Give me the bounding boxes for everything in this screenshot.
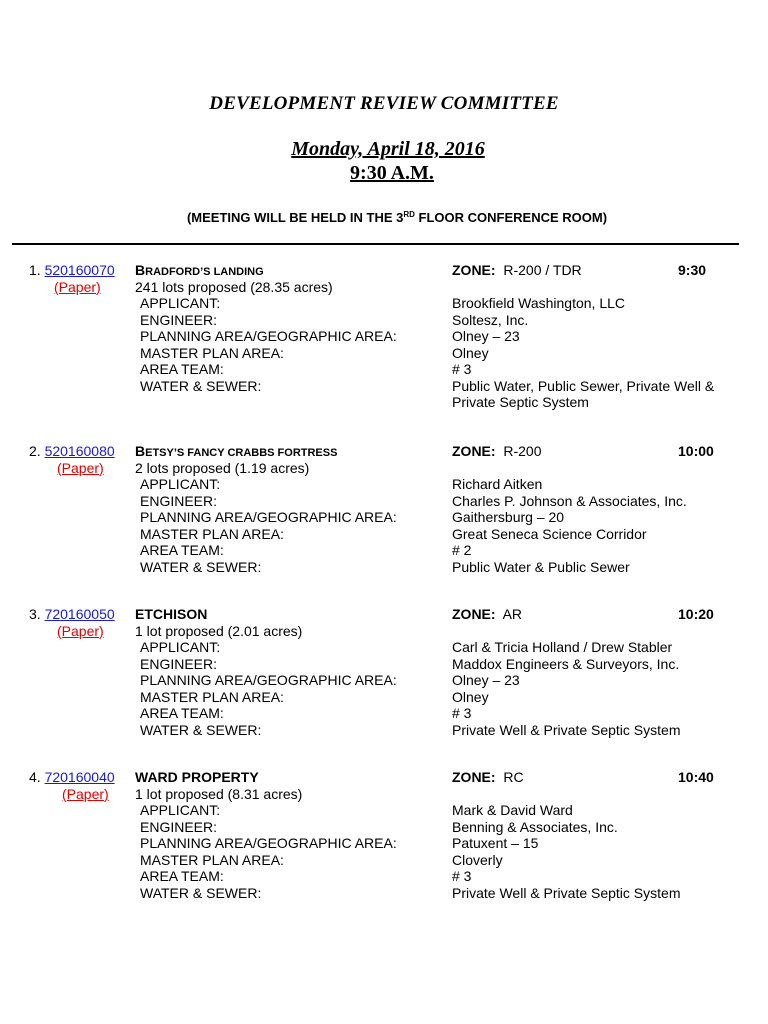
zone-value: AR [502, 606, 523, 622]
field-labels [140, 802, 397, 901]
engineer-value: Soltesz, Inc. [452, 311, 529, 328]
water-sewer-value: Private Well & Private Septic System [452, 884, 681, 901]
water-sewer-label: WATER & SEWER: [140, 377, 262, 394]
master-plan-value: Cloverly [452, 851, 503, 868]
applicant-label: APPLICANT: [140, 295, 221, 311]
lots-proposed: 1 lot proposed (8.31 acres) [135, 785, 303, 802]
planning-area-value: Gaithersburg – 20 [452, 509, 565, 525]
engineer-value: Maddox Engineers & Surveyors, Inc. [452, 655, 680, 672]
review-time: 10:20 [678, 606, 714, 622]
lots-proposed: 241 lots proposed (28.35 acres) [135, 278, 333, 295]
zone-value: R-200 [503, 443, 542, 459]
field-labels [140, 476, 397, 575]
engineer-label: ENGINEER: [140, 655, 218, 672]
master-plan-value: Great Seneca Science Corridor [452, 525, 647, 542]
applicant-value: Brookfield Washington, LLC [452, 295, 626, 311]
water-sewer-value: Public Water & Public Sewer [452, 558, 630, 575]
plan-number-link[interactable]: 720160040 [44, 769, 115, 785]
field-values [452, 639, 680, 738]
water-sewer-value: Private Well & Private Septic System [452, 721, 681, 738]
item-number: 1. [29, 262, 41, 278]
master-plan-value: Olney [452, 344, 489, 361]
master-plan-value: Olney [452, 688, 489, 705]
item-number: 3. [29, 606, 41, 622]
plan-number-link[interactable]: 720160050 [44, 606, 115, 622]
document-title: DEVELOPMENT REVIEW COMMITTEE [209, 93, 559, 114]
applicant-value: Mark & David Ward [452, 802, 573, 818]
applicant-value: Carl & Tricia Holland / Drew Stabler [452, 639, 673, 655]
zone-label: ZONE: [452, 443, 496, 459]
planning-area-label: PLANNING AREA/GEOGRAPHIC AREA: [140, 509, 397, 525]
water-sewer-label: WATER & SEWER: [140, 558, 262, 575]
area-team-value: # 3 [452, 361, 472, 377]
applicant-label: APPLICANT: [140, 802, 221, 818]
paper-link[interactable]: (Paper) [54, 278, 101, 295]
review-time: 10:00 [678, 443, 714, 459]
applicant-label: APPLICANT: [140, 476, 221, 492]
zone-value: RC [503, 769, 524, 785]
engineer-value: Charles P. Johnson & Associates, Inc. [452, 492, 687, 509]
planning-area-value: Olney – 23 [452, 672, 520, 688]
paper-link[interactable]: (Paper) [62, 785, 109, 802]
project-name: ETCHISON [135, 606, 208, 622]
area-team-value: # 2 [452, 542, 472, 558]
paper-link[interactable]: (Paper) [57, 622, 104, 639]
water-sewer-value: Public Water, Public Sewer, Private Well & [452, 377, 715, 394]
meeting-location-note [0, 210, 768, 225]
lots-proposed: 2 lots proposed (1.19 acres) [135, 459, 310, 476]
area-team-label: AREA TEAM: [140, 361, 224, 377]
review-time: 10:40 [678, 769, 714, 785]
meeting-time: 9:30 A.M. [350, 162, 434, 184]
project-name-rest: RADFORD’S LANDING [145, 266, 264, 278]
zone-label: ZONE: [452, 262, 496, 278]
note-superscript: RD [403, 210, 415, 219]
applicant-value: Richard Aitken [452, 476, 543, 492]
item-number-link-group [29, 443, 115, 460]
item-number: 2. [29, 443, 41, 459]
area-team-label: AREA TEAM: [140, 868, 224, 884]
master-plan-label: MASTER PLAN AREA: [140, 525, 284, 542]
planning-area-label: PLANNING AREA/GEOGRAPHIC AREA: [140, 672, 397, 688]
field-labels [140, 639, 397, 738]
area-team-value: # 3 [452, 705, 472, 721]
field-values [452, 295, 714, 411]
project-name-rest: ETSY’S FANCY CRABBS FORTRESS [145, 447, 338, 459]
zone-value: R-200 / TDR [503, 262, 582, 278]
water-sewer-value-continued: Private Septic System [452, 394, 589, 410]
header-divider [12, 243, 739, 245]
applicant-label: APPLICANT: [140, 639, 221, 655]
project-name-initial: B [135, 443, 146, 459]
paper-link[interactable]: (Paper) [57, 459, 104, 476]
item-number-link-group [29, 262, 115, 279]
area-team-value: # 3 [452, 868, 472, 884]
planning-area-value: Olney – 23 [452, 328, 520, 344]
zone-info [452, 606, 522, 623]
plan-number-link[interactable]: 520160070 [44, 262, 115, 278]
field-labels [140, 295, 397, 394]
zone-label: ZONE: [452, 769, 496, 785]
plan-number-link[interactable]: 520160080 [44, 443, 115, 459]
note-text-start: (MEETING WILL BE HELD IN THE 3 [186, 210, 404, 225]
project-name-initial: B [135, 262, 146, 278]
note-text-end: FLOOR CONFERENCE ROOM) [414, 210, 608, 225]
engineer-label: ENGINEER: [140, 311, 218, 328]
field-values [452, 802, 680, 901]
planning-area-label: PLANNING AREA/GEOGRAPHIC AREA: [140, 328, 397, 344]
project-name: WARD PROPERTY [135, 769, 259, 785]
water-sewer-label: WATER & SEWER: [140, 884, 262, 901]
engineer-label: ENGINEER: [140, 492, 218, 509]
meeting-date: Monday, April 18, 2016 [291, 138, 485, 160]
master-plan-label: MASTER PLAN AREA: [140, 851, 284, 868]
zone-info [452, 769, 524, 786]
engineer-label: ENGINEER: [140, 818, 218, 835]
item-number-link-group [29, 606, 115, 623]
area-team-label: AREA TEAM: [140, 705, 224, 721]
review-time: 9:30 [678, 262, 707, 278]
master-plan-label: MASTER PLAN AREA: [140, 688, 284, 705]
zone-info [452, 262, 582, 279]
item-number-link-group [29, 769, 115, 786]
planning-area-label: PLANNING AREA/GEOGRAPHIC AREA: [140, 835, 397, 851]
area-team-label: AREA TEAM: [140, 542, 224, 558]
zone-info [452, 443, 541, 460]
master-plan-label: MASTER PLAN AREA: [140, 344, 284, 361]
item-number: 4. [29, 769, 41, 785]
planning-area-value: Patuxent – 15 [452, 835, 539, 851]
water-sewer-label: WATER & SEWER: [140, 721, 262, 738]
field-values [452, 476, 687, 575]
engineer-value: Benning & Associates, Inc. [452, 818, 618, 835]
lots-proposed: 1 lot proposed (2.01 acres) [135, 622, 303, 639]
zone-label: ZONE: [452, 606, 496, 622]
